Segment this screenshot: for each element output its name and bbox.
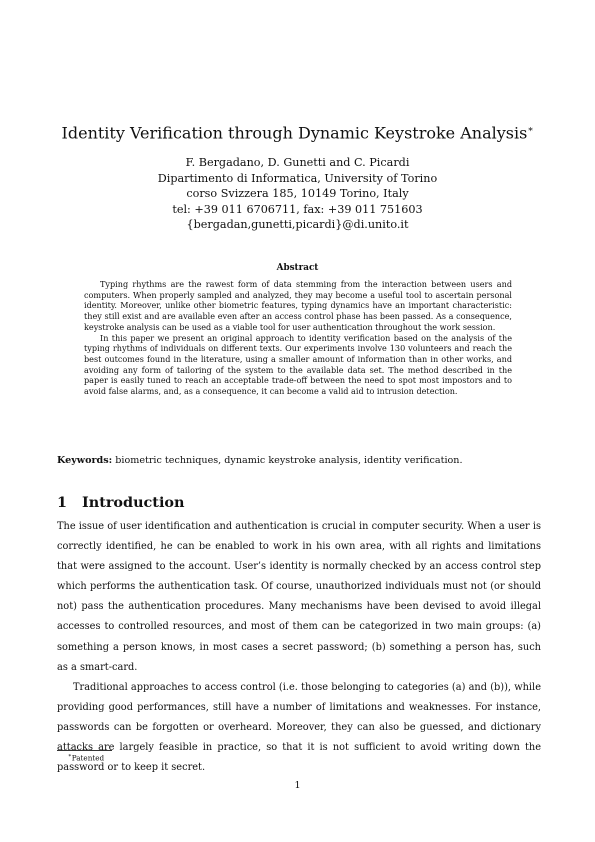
footnote-marker: ∗ [68,753,72,759]
abstract-paragraph: In this paper we present an original approach to identity verification based on the analysis of the typing rhythms of individuals on different texts. Our experiments involve 130 volunteers and reach the best outcomes found in the literature, using a smaller amount of information than in other works, and avoiding any form of tailoring of the system to the available data set. The method described in the paper is easily tuned to reach an acceptable trade-off between the need to spot most impostors and to avoid false alarms, and, as a consequence, it can become a valid aid to intrusion detection. [84,332,512,397]
section-number: 1 [57,494,68,511]
section-title: Introduction [82,494,185,511]
author-names: F. Bergadano, D. Gunetti and C. Picardi [185,156,410,169]
author-block [0,155,595,233]
author-email: {bergadan,gunetti,picardi}@di.unito.it [186,218,409,231]
abstract-paragraph: Typing rhythms are the rawest form of data stemming from the interaction between users and computers. When properly sampled and analyzed, they may become a useful tool to ascertain personal identity. Moreover, unlike other biometric features, typing dynamics have an important characteristic: they still exist and are available even after an access control phase has been passed. As a consequence, keystroke analysis can be used as a viable tool for user authentication throughout the work session. [84,279,512,332]
body-paragraph: Traditional approaches to access control (i.e. those belonging to categories (a) and (b)), while providing good performances, still have a number of limitations and weaknesses. For instance, passwords can be forgotten or overheard. Moreover, they can also be guessed, and dictionary attacks are largely feasible in practice, so that it is not sufficient to avoid writing down the password or to keep it secret. [57,681,541,774]
footnote-text: Patented [71,753,105,763]
keywords-label: Keywords: [57,455,113,466]
abstract-heading: Abstract [276,263,319,273]
introduction-body [57,517,541,778]
keywords-text: biometric techniques, dynamic keystroke analysis, identity verification. [115,455,463,466]
page-number: 1 [294,780,301,791]
paper-title-text: Identity Verification through Dynamic Keystroke Analysis [61,123,528,143]
title-footnote-marker: ∗ [527,125,534,135]
keywords-line [57,455,542,467]
abstract-body [84,279,512,397]
author-affiliation: Dipartimento di Informatica, University of Torino [157,171,438,185]
footnote-divider [57,750,112,751]
paper-title [0,120,595,143]
section-heading [57,494,184,511]
author-contact: tel: +39 011 6706711, fax: +39 011 751603 [172,202,423,216]
body-paragraph: The issue of user identification and authentication is crucial in computer security. When a user is correctly identified, he can be enabled to work in his own area, with all rights and limitations that were assigned to the account. User’s identity is normally checked by an access control step which performs the authentication task. Of course, unauthorized individuals must not (or should not) pass the authentication procedures. Many mechanisms have been devised to avoid illegal accesses to controlled resources, and most of them can be categorized in two main groups: (a) something a person knows, in most cases a secret password; (b) something a person has, such as a smart-card. [57,521,541,673]
footnote [68,753,104,762]
author-address: corso Svizzera 185, 10149 Torino, Italy [186,187,409,200]
